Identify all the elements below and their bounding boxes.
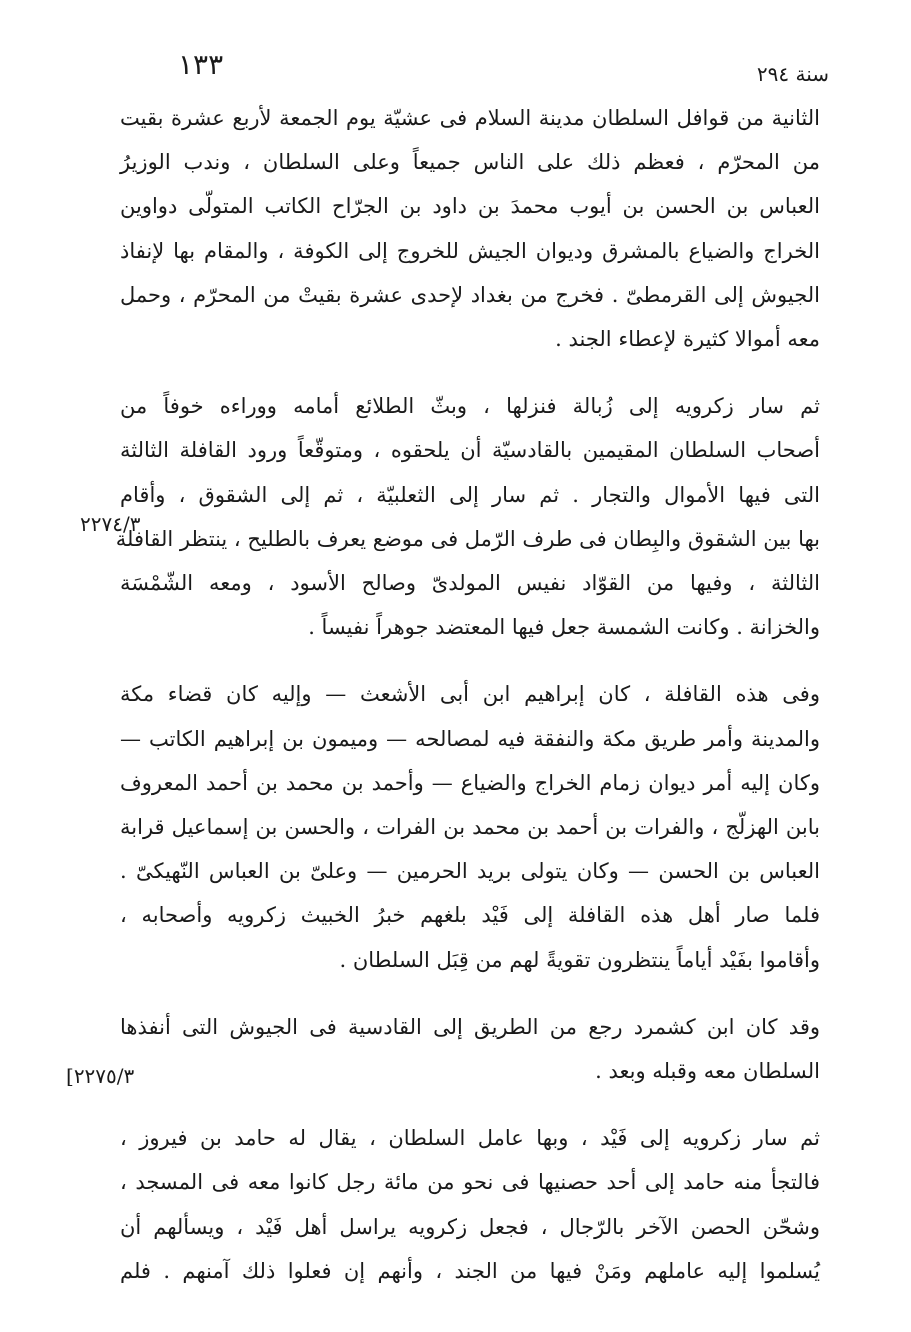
paragraph (120, 1116, 820, 1293)
text-line: فالتجأ منه حامد إلى أحد حصنيها فى نحو من مائة رجل كانوا معه فى المسجد ، (120, 1170, 820, 1195)
text-line: بها بين الشقوق والبِطان فى طرف الرّمل فى موضع يعرف بالطليح ، ينتظر القافلة (115, 526, 820, 551)
text-line: وكان إليه أمر ديوان زمام الخراج والضياع — وأحمد بن محمد بن أحمد المعروف (120, 770, 820, 795)
text-line: الثالثة ، وفيها من القوّاد نفيس المولدىّ وصالح الأسود ، ومعه الشّمْسَة (120, 571, 820, 596)
text-line: يُسلموا إليه عاملهم ومَنْ فيها من الجند ، وأنهم إن فعلوا ذلك آمنهم . فلم (120, 1258, 820, 1283)
text-line: وشحّن الحصن الآخر بالرّجال ، فجعل زكرويه يراسل أهل فَيْد ، ويسألهم أن (120, 1214, 820, 1239)
margin-note: ٢٢٧٥/٣] (66, 1064, 135, 1088)
text-line: ثم سار زكرويه إلى زُبالة فنزلها ، وبثّ الطلائع أمامه ووراءه خوفاً من (120, 394, 820, 419)
paragraph (120, 96, 820, 361)
margin-note: ٢٢٧٤/٣ (80, 512, 141, 536)
paragraph (120, 1005, 820, 1093)
text-line: من المحرّم ، فعظم ذلك على الناس جميعاً وعلى السلطان ، وندب الوزيرُ (120, 150, 820, 175)
running-head: سنة ٢٩٤ (756, 62, 829, 86)
page-number: ١٣٣ (178, 48, 224, 81)
text-line: فلما صار أهل هذه القافلة إلى فَيْد بلغهم خبرُ الخبيث زكرويه وأصحابه ، (120, 903, 820, 928)
text-line: التى فيها الأموال والتجار . ثم سار إلى الثعلبيّة ، ثم إلى الشقوق ، وأقام (120, 482, 820, 507)
text-line: وفى هذه القافلة ، كان إبراهيم ابن أبى الأشعث — وإليه كان قضاء مكة (120, 682, 820, 707)
text-line: العباس بن الحسن بن أيوب محمدَ بن داود بن الجرّاح الكاتب المتولّى دواوين (120, 194, 820, 219)
text-line: وأقاموا بفَيْد أياماً ينتظرون تقويةً لهم من قِبَل السلطان . (339, 947, 820, 972)
paragraph (120, 672, 820, 981)
text-line: السلطان معه وقبله وبعد . (595, 1059, 820, 1084)
paragraph (115, 384, 820, 649)
body-text (115, 96, 820, 1316)
text-line: ثم سار زكرويه إلى فَيْد ، وبها عامل السلطان ، يقال له حامد بن فيروز ، (120, 1126, 820, 1151)
text-line: والمدينة وأمر طريق مكة والنفقة فيه لمصالحه — وميمون بن إبراهيم الكاتب — (120, 726, 820, 751)
text-line: وقد كان ابن كشمرد رجع من الطريق إلى القادسية فى الجيوش التى أنفذها (120, 1014, 820, 1039)
text-line: معه أموالا كثيرة لإعطاء الجند . (555, 327, 820, 352)
text-line: الخراج والضياع بالمشرق وديوان الجيش للخروج إلى الكوفة ، والمقام بها لإنفاذ (120, 238, 820, 263)
text-line: بابن الهزلّج ، والفرات بن أحمد بن محمد بن الفرات ، والحسن بن إسماعيل قرابة (120, 815, 820, 840)
text-line: العباس بن الحسن — وكان يتولى بريد الحرمين — وعلىّ بن العباس النّهيكىّ . (120, 859, 820, 884)
text-line: والخزانة . وكانت الشمسة جعل فيها المعتضد جوهراً نفيساً . (308, 615, 820, 640)
text-line: الثانية من قوافل السلطان مدينة السلام فى عشيّة يوم الجمعة لأربع عشرة بقيت (120, 106, 820, 130)
text-line: أصحاب السلطان المقيمين بالقادسيّة أن يلحقوه ، ومتوقّعاً ورود القافلة الثالثة (120, 438, 820, 463)
text-line: الجيوش إلى القرمطىّ . فخرج من بغداد لإحدى عشرة بقيتْ من المحرّم ، وحمل (120, 282, 820, 307)
